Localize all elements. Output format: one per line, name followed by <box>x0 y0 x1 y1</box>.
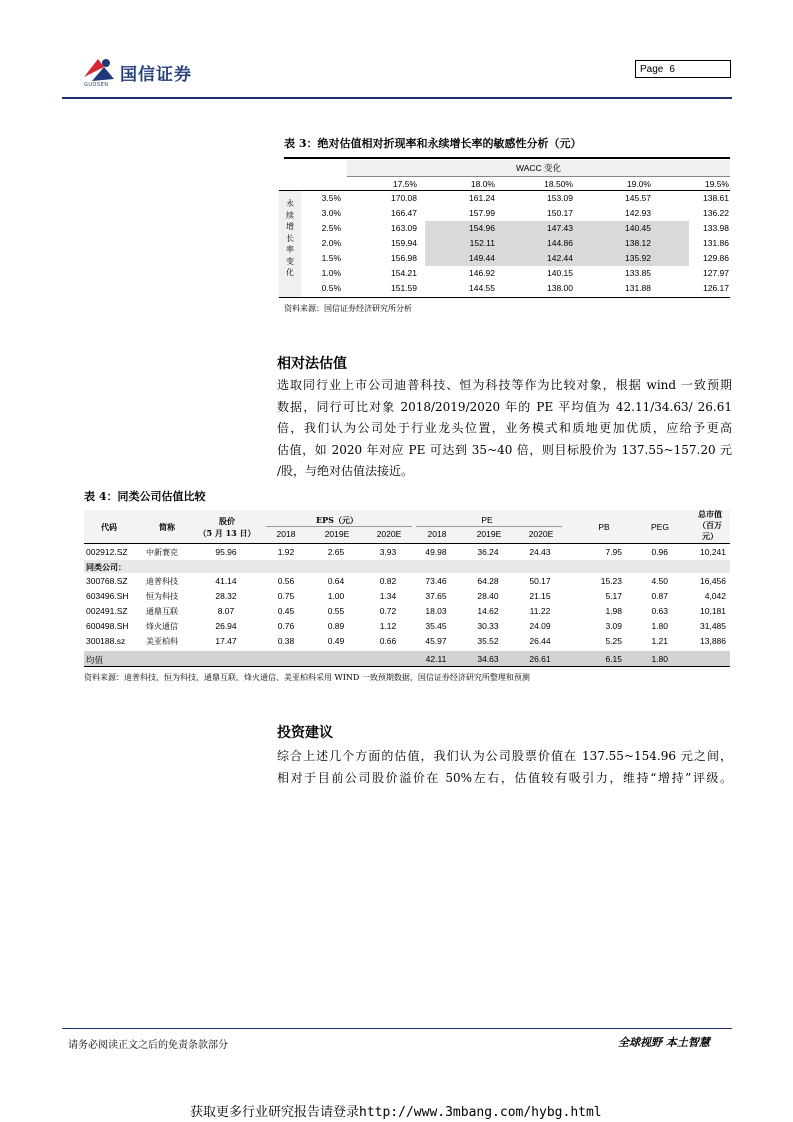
table4-title: 表 4：同类公司估值比较 <box>84 488 730 512</box>
col-peg: PEG <box>651 522 669 532</box>
valuation-cell: 154.21 <box>391 268 417 278</box>
cell-mcap: 4,042 <box>704 591 726 601</box>
valuation-cell: 157.99 <box>469 208 495 218</box>
valuation-cell: 133.85 <box>625 268 651 278</box>
valuation-cell: 144.55 <box>469 283 495 293</box>
col-year: 2019E <box>476 529 502 539</box>
valuation-cell: 145.57 <box>625 193 651 203</box>
cell-name: 恒为科技 <box>146 592 178 601</box>
col-year: 2018 <box>276 529 296 539</box>
avg-pb: 6.15 <box>605 654 622 664</box>
cell-mcap: 31,485 <box>700 621 726 631</box>
growth-rate: 2.0% <box>321 238 341 248</box>
valuation-cell: 138.00 <box>547 283 573 293</box>
paragraph-line: 估值，如 2020 年对应 PE 可达到 35~40 倍，则目标股价为 137.55~157.20 元 <box>277 442 732 457</box>
paragraph-line: 倍，我们认为公司处于行业龙头位置，业务模式和质地更加优质，应给予更高 <box>277 421 732 435</box>
cell-pb: 15.23 <box>600 576 622 586</box>
wacc-value: 18.50% <box>544 179 573 189</box>
wacc-header: WACC 变化 <box>347 160 730 177</box>
growth-rate: 3.5% <box>321 193 341 203</box>
sensitivity-row <box>301 221 730 236</box>
valuation-cell: 142.93 <box>625 208 651 218</box>
page-indicator <box>635 60 731 78</box>
valuation-cell: 133.98 <box>703 223 729 233</box>
col-pb: PB <box>598 522 610 532</box>
paragraph-line: 相对于目前公司股价溢价在 50%左右，估值较有吸引力，维持“增持”评级。 <box>277 770 732 785</box>
page-header <box>0 0 793 100</box>
growth-rate: 0.5% <box>321 283 341 293</box>
col-mcap: 总市值 <box>698 509 722 519</box>
cell-eps: 0.89 <box>327 621 345 631</box>
valuation-cell: 159.94 <box>391 238 417 248</box>
paragraph-line: 数据，同行可比对象 2018/2019/2020 年的 PE 平均值为 42.11/34.63/ 26.61 <box>277 399 732 414</box>
growth-rate: 3.0% <box>321 208 341 218</box>
cell-name: 中新赛克 <box>146 548 178 557</box>
cell-pb: 7.95 <box>605 547 622 557</box>
col-code: 代码 <box>101 522 117 532</box>
side-char: 长 <box>286 233 294 243</box>
cell-pe: 26.44 <box>529 636 551 646</box>
col-mcap-unit2: 元） <box>702 531 718 541</box>
valuation-cell: 149.44 <box>469 253 495 263</box>
cell-price: 26.94 <box>215 621 237 631</box>
cell-pe: 35.45 <box>425 621 447 631</box>
growth-side-label <box>279 191 301 297</box>
pe-underline <box>416 526 562 527</box>
cell-eps: 0.66 <box>379 636 397 646</box>
sensitivity-row <box>301 266 730 281</box>
sensitivity-row <box>301 281 730 296</box>
cell-peg: 4.50 <box>651 576 668 586</box>
logo-text: 国信证券 <box>120 65 192 85</box>
cell-code: 603496.SH <box>86 591 129 601</box>
avg-pe: 42.11 <box>425 654 447 664</box>
valuation-cell: 150.17 <box>547 208 573 218</box>
cell-price: 8.07 <box>217 606 235 616</box>
peer-company-row <box>84 634 730 648</box>
cell-pb: 1.98 <box>605 606 622 616</box>
col-name: 简称 <box>159 522 175 532</box>
sensitivity-row <box>301 236 730 251</box>
side-char: 率 <box>286 245 294 254</box>
paragraph-line: 选取同行业上市公司迪普科技、恒为科技等作为比较对象，根据 wind 一致预期 <box>277 378 732 392</box>
cell-eps: 1.34 <box>379 591 397 601</box>
cell-pe: 35.52 <box>477 636 499 646</box>
slogan: 全球视野 本土智慧 <box>618 1036 710 1049</box>
valuation-cell: 147.43 <box>547 223 573 233</box>
growth-rate: 1.5% <box>321 253 341 263</box>
paragraph-line: /股，与绝对估值法接近。 <box>277 464 414 478</box>
valuation-cell: 154.96 <box>469 223 495 233</box>
sensitivity-row <box>301 206 730 221</box>
col-price-date: （5 月 13 日） <box>198 528 256 538</box>
peer-company-row <box>84 619 730 633</box>
valuation-cell: 153.09 <box>547 193 573 203</box>
cell-price: 28.32 <box>215 591 237 601</box>
cell-pb: 5.25 <box>605 636 622 646</box>
valuation-cell: 138.61 <box>703 193 729 203</box>
eps-underline <box>266 526 412 527</box>
cell-pe: 30.33 <box>477 621 499 631</box>
cell-price: 41.14 <box>215 576 237 586</box>
header-divider <box>62 97 732 99</box>
valuation-cell: 156.98 <box>391 253 417 263</box>
cell-eps: 0.82 <box>379 576 397 586</box>
cell-peg: 1.80 <box>651 621 668 631</box>
wacc-values-row <box>279 177 730 191</box>
cell-eps: 0.49 <box>327 636 345 646</box>
cell-eps: 1.00 <box>327 591 345 601</box>
side-char: 续 <box>286 210 294 220</box>
side-char: 化 <box>286 268 294 277</box>
page-label: Page <box>640 64 664 75</box>
valuation-cell: 140.45 <box>625 223 651 233</box>
cell-pe: 14.62 <box>477 606 499 616</box>
cell-eps: 0.76 <box>277 621 295 631</box>
cell-price: 95.96 <box>215 547 237 557</box>
col-price: 股价 <box>219 516 235 526</box>
logo-subtext: GUOSEN <box>84 82 109 88</box>
wacc-value: 17.5% <box>392 179 417 189</box>
paragraph-line: 综合上述几个方面的估值，我们认为公司股票价值在 137.55~154.96 元之间， <box>277 749 732 763</box>
valuation-cell: 152.11 <box>469 238 495 248</box>
wacc-value: 18.0% <box>470 179 495 189</box>
valuation-cell: 135.92 <box>625 253 651 263</box>
cell-pe: 18.03 <box>425 606 447 616</box>
growth-rate: 2.5% <box>321 223 341 233</box>
avg-pe: 26.61 <box>529 654 551 664</box>
valuation-cell: 163.09 <box>391 223 417 233</box>
cell-name: 通鼎互联 <box>146 607 178 616</box>
cell-code: 300188.sz <box>86 636 126 646</box>
cell-peg: 0.96 <box>651 547 668 557</box>
investment-advice-heading: 投资建议 <box>277 725 333 741</box>
cell-eps: 0.55 <box>327 606 345 616</box>
cell-eps: 1.12 <box>379 621 397 631</box>
cell-mcap: 16,456 <box>700 576 726 586</box>
table3-source: 资料来源：国信证券经济研究所分析 <box>284 304 412 313</box>
valuation-cell: 166.47 <box>391 208 417 218</box>
cell-eps: 0.45 <box>277 606 295 616</box>
valuation-cell: 140.15 <box>547 268 573 278</box>
cell-pb: 3.09 <box>605 621 622 631</box>
cell-eps: 0.72 <box>379 606 397 616</box>
cell-pe: 28.40 <box>477 591 499 601</box>
cell-pe: 21.15 <box>529 591 551 601</box>
promo-link[interactable]: 获取更多行业研究报告请登录http://www.3mbang.com/hybg.html <box>190 1105 602 1120</box>
avg-peg: 1.80 <box>651 654 668 664</box>
valuation-cell: 129.86 <box>703 253 729 263</box>
company-logo <box>82 55 212 91</box>
avg-label: 均值 <box>86 656 104 666</box>
cell-pe: 49.98 <box>425 547 447 557</box>
sensitivity-row <box>301 251 730 266</box>
cell-eps: 0.75 <box>277 591 295 601</box>
cell-pe: 50.17 <box>529 576 551 586</box>
cell-peg: 0.63 <box>651 606 668 616</box>
col-year: 2018 <box>427 529 447 539</box>
relative-valuation-heading: 相对法估值 <box>277 356 347 372</box>
peer-group-label: 同类公司： <box>84 560 730 573</box>
avg-pe: 34.63 <box>477 654 499 664</box>
relative-valuation-paragraph <box>277 375 732 483</box>
guosen-logo-icon <box>82 55 116 85</box>
cell-eps: 3.93 <box>379 547 397 557</box>
valuation-cell: 161.24 <box>469 193 495 203</box>
side-char: 永 <box>286 199 294 208</box>
cell-pe: 36.24 <box>477 547 499 557</box>
cell-peg: 1.21 <box>651 636 668 646</box>
cell-mcap: 10,241 <box>700 547 726 557</box>
investment-advice-paragraph <box>277 746 732 789</box>
cell-pe: 37.65 <box>425 591 447 601</box>
cell-name: 烽火通信 <box>146 622 178 631</box>
sensitivity-row <box>301 191 730 206</box>
valuation-cell: 138.12 <box>625 238 651 248</box>
table3-title: 表 3：绝对估值相对折现率和永续增长率的敏感性分析（元） <box>284 135 730 159</box>
average-row <box>84 651 730 667</box>
cell-code: 002912.SZ <box>86 547 128 557</box>
page-number: 6 <box>669 64 675 75</box>
valuation-cell: 144.86 <box>547 238 573 248</box>
valuation-cell: 151.59 <box>391 283 417 293</box>
cell-eps: 0.56 <box>277 576 295 586</box>
cell-eps: 1.92 <box>277 547 295 557</box>
footer-divider <box>62 1028 732 1029</box>
valuation-cell: 126.17 <box>703 283 729 293</box>
cell-pe: 64.28 <box>477 576 499 586</box>
valuation-cell: 146.92 <box>469 268 495 278</box>
cell-pe: 73.46 <box>425 576 447 586</box>
subject-company-row <box>84 545 730 559</box>
valuation-cell: 142.44 <box>547 253 573 263</box>
cell-eps: 2.65 <box>327 547 345 557</box>
col-eps: EPS（元） <box>316 515 358 525</box>
col-mcap-unit: （百万 <box>698 520 722 530</box>
valuation-cell: 127.97 <box>703 268 729 278</box>
valuation-cell: 131.88 <box>625 283 651 293</box>
col-pe: PE <box>481 515 493 525</box>
cell-pe: 24.43 <box>529 547 551 557</box>
cell-name: 迪普科技 <box>146 577 178 586</box>
col-year: 2019E <box>324 529 350 539</box>
cell-code: 600498.SH <box>86 621 129 631</box>
cell-pe: 45.97 <box>425 636 447 646</box>
cell-peg: 0.87 <box>651 591 668 601</box>
col-year: 2020E <box>528 529 554 539</box>
peer-company-row <box>84 589 730 603</box>
peer-company-row <box>84 604 730 618</box>
cell-pe: 11.22 <box>529 606 551 616</box>
table4-source: 资料来源：迪普科技、恒为科技、通鼎互联、烽火通信、美亚柏科采用 WIND 一致预期数据，国信证券经济研究所整理和预测 <box>84 673 530 682</box>
cell-code: 002491.SZ <box>86 606 128 616</box>
cell-eps: 0.64 <box>327 576 345 586</box>
disclaimer-note: 请务必阅读正文之后的免责条款部分 <box>68 1040 228 1051</box>
valuation-cell: 136.22 <box>703 208 729 218</box>
cell-pe: 24.09 <box>529 621 551 631</box>
wacc-value: 19.0% <box>626 179 651 189</box>
growth-rate: 1.0% <box>321 268 341 278</box>
valuation-cell: 170.08 <box>391 193 417 203</box>
cell-mcap: 10,181 <box>700 606 726 616</box>
cell-pb: 5.17 <box>605 591 622 601</box>
cell-mcap: 13,886 <box>700 636 726 646</box>
side-char: 变 <box>286 256 294 266</box>
peer-company-row <box>84 574 730 588</box>
cell-eps: 0.38 <box>277 636 295 646</box>
cell-price: 17.47 <box>215 636 237 646</box>
table3-bottom-rule <box>279 297 730 298</box>
valuation-cell: 131.86 <box>703 238 729 248</box>
side-char: 增 <box>286 222 294 231</box>
col-year: 2020E <box>376 529 402 539</box>
cell-name: 美亚柏科 <box>146 637 178 646</box>
cell-code: 300768.SZ <box>86 576 128 586</box>
wacc-value: 19.5% <box>704 179 729 189</box>
